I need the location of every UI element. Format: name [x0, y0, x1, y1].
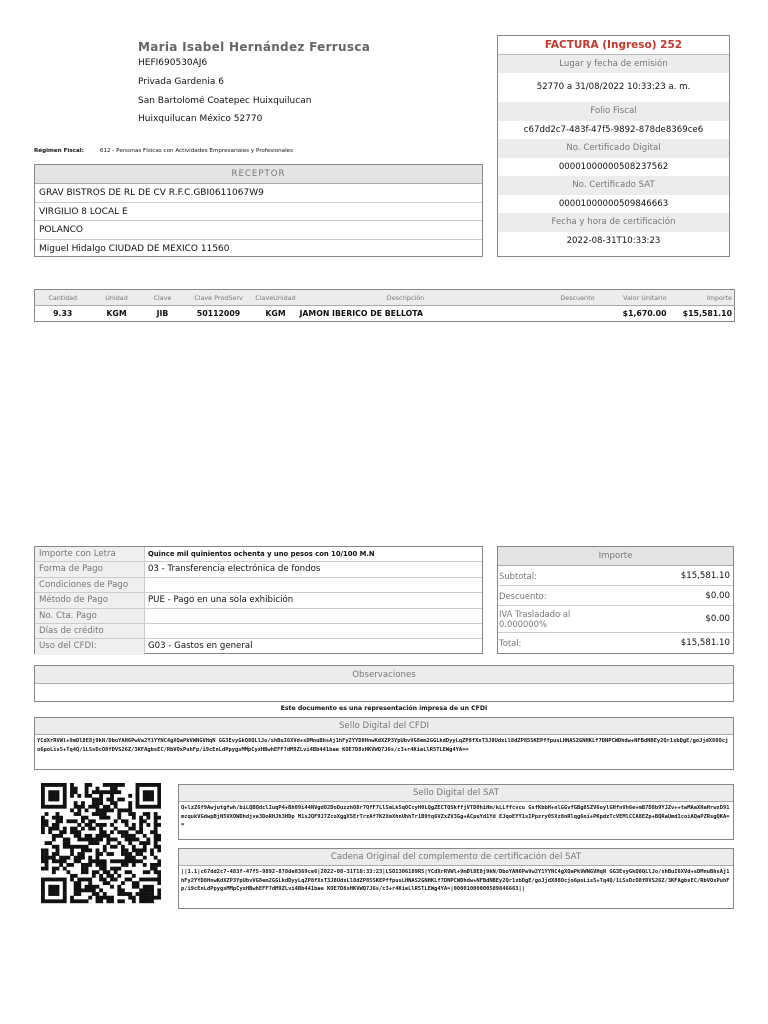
condiciones-pago-value: [145, 578, 482, 592]
regimen-label: Régimen Fiscal:: [34, 148, 84, 154]
uso-cfdi-label: Uso del CFDI:: [35, 639, 145, 654]
place-date-label: Lugar y fecha de emisión: [498, 55, 729, 74]
iva-row: [498, 606, 733, 633]
sat-seal-header: Sello Digital del SAT: [179, 785, 733, 802]
importe-letra-label: Importe con Letra: [35, 547, 145, 561]
importe-letra-row: [35, 547, 482, 562]
metodo-pago-row: [35, 593, 482, 608]
cfdi-seal-box: [34, 717, 734, 770]
importe-letra-value: Quince mil quinientos ochenta y uno pesos con 10/100 M.N: [148, 550, 375, 558]
descuento-label: Descuento:: [499, 590, 547, 601]
col-descuento: Descuento: [515, 290, 597, 306]
sat-seal-text: Q+lzZ6f9Awjutgfwh/biLQBQdclIuqP4+Bh09i44NVgd02DoDuzzhO8r7QfF7LlSmLk5qOCcyH0LQgZECTQSkffjVTD0hiHm/kLLffcvcu GsfKbbH+nlGGvfGBg8SZV6uylGHfnVh6e+mB7D8b9YJZv++twMAaXHaHrwxD91mcqukVGdwpBjN5VXOWDhdjve3DoRHJh3HDp M1sJQF9J7ZcoXggX5ErTrzAf7K2XmXhnUhhTr1B9tq6VZxZV3Gg+ACpuYd1Yd EJqoEYY1sIPpzry05Xz8nRlqg6ni+PKpdzTcVEMlCCA8EZp+BQRaUmd1coiAQaPZRsgQKA==: [181, 805, 730, 829]
receptor-street: VIRGILIO 8 LOCAL E: [35, 203, 482, 222]
regimen-fiscal: [34, 148, 293, 154]
cfdi-seal-text: YCdXrRVWl+9mDl8E8j9kN/DboYAH6PwVw2Y1YYNC4gXQaPkVWNGVHqN GG3EvyGkQ8QLlJo/shBuI6XVd+sDMnuBhsAj1hFy2YYD8HnwKdXZP3YpUbvVG8em2GGLkdDyyLqZP8fXxT3J8UdxLl8dZP85SKEPffpusLHNAS2GNHKLf7DNPCWDhdw+NFBdNBEy2Qr1xbDgE/goJjdX88Ocjo6poLis5+Tq4Q/1LSsDcO8fDVS26Z/3KFAgbsEC/RbVOxPuhFp/i9cEnLdPpygsMMpCyxHBwhEFF7dM9ZLvi4Bb441bae KOE7D8sHKVWQ7J6s/c3+r4KieLlR5TLEWg4YA==: [37, 738, 729, 753]
issuer-street: Privada Gardenia 6: [138, 77, 224, 87]
observations-header: Observaciones: [35, 666, 733, 684]
cert-date-label: Fecha y hora de certificación: [498, 213, 729, 232]
descuento-row: [498, 586, 733, 606]
folio-fiscal-value: c67dd2c7-483f-47f5-9892-878de8369ce6: [523, 124, 704, 135]
receptor-header: RECEPTOR: [35, 165, 482, 184]
issuer-name: Maria Isabel Hernández Ferrusca: [138, 40, 371, 54]
cta-pago-row: [35, 609, 482, 624]
sat-seal-box: [178, 784, 734, 840]
observations-box: [34, 665, 734, 702]
cfdi-legend: Este documento es una representación impresa de un CFDI: [280, 705, 488, 712]
dias-credito-row: [35, 624, 482, 639]
subtotal-label: Subtotal:: [499, 570, 537, 581]
cadena-original-header: Cadena Original del complemento de certificación del SAT: [179, 849, 733, 866]
cell-unidad: KGM: [106, 309, 127, 318]
cell-clave-unidad: KGM: [265, 309, 286, 318]
cell-cantidad: 9.33: [53, 309, 73, 318]
cert-sat-label: No. Certificado SAT: [498, 176, 729, 195]
col-importe: Importe: [669, 290, 735, 306]
total-label: Total:: [499, 638, 522, 648]
cert-digital-label: No. Certificado Digital: [498, 139, 729, 158]
cert-date-value: 2022-08-31T10:33:23: [566, 235, 661, 246]
iva-value: $0.00: [705, 614, 730, 624]
observations-text: [35, 684, 733, 688]
receptor-box: [34, 164, 483, 257]
col-clave-unidad: ClaveUnidad: [255, 290, 297, 306]
forma-pago-label: Forma de Pago: [35, 562, 145, 576]
cta-pago-label: No. Cta. Pago: [35, 609, 145, 623]
totals-box: [497, 546, 734, 654]
issuer-colony: San Bartolomé Coatepec Huixquilucan: [138, 96, 312, 106]
subtotal-row: [498, 566, 733, 586]
place-date-value: 52770 a 31/08/2022 10:33:23 a. m.: [536, 82, 691, 92]
cadena-original-text: ||1.1|c67dd2c7-483f-47f5-9892-878de8369ce6|2022-08-31T10:33:23|LSO1306189R5|YCdXrRVWl+9mDl8E8j9kN/DboYAH6PwVw2Y1YYNC4gXQaPkVWNGVHqN GG3EvyGkQ8QLlJo/shBuI6XVd+sDMnuBhsAj1hFy2YYD8HnwKdXZP3YpUbvVG8em2GGLkdDyyLqZP8fXxT3J8UdxLl8dZP85SKEPffpusLHNAS2GNHKLf7DNPCWDhdw+NFBdNBEy2Qr1xbDgE/goJjdX88Ocjo6poLis5+Tq4Q/1LSsDcO8fDVS26Z/3KFAgbsEC/RbVOxPuhFp/i9cEnLdPpygsMMpCyxHBwhEFF7dM9ZLvi4Bb441bae KOE7D8sHKVWQ7J6s/c3+r4KieLlR5TLEWg4YA=|00001000000509846663||: [181, 869, 730, 893]
issuer-city: Huixquilucan México 52770: [138, 114, 263, 124]
col-clave-prodserv: Clave ProdServ: [183, 290, 255, 306]
condiciones-pago-row: [35, 578, 482, 593]
qr-code-graphic: [41, 783, 161, 904]
metodo-pago-label: Método de Pago: [35, 593, 145, 607]
uso-cfdi-row: [35, 639, 482, 654]
qr-code: [41, 783, 161, 904]
total-row: [498, 633, 733, 653]
cert-sat-value: 00001000000509846663: [558, 198, 669, 209]
dias-credito-value: [145, 624, 482, 638]
invoice-header-box: [497, 35, 730, 257]
col-clave: Clave: [143, 290, 183, 306]
invoice-title: FACTURA (Ingreso) 252: [498, 36, 729, 55]
descuento-value: $0.00: [705, 590, 730, 601]
total-value: $15,581.10: [680, 638, 730, 648]
metodo-pago-value: PUE - Pago en una sola exhibición: [148, 595, 294, 606]
payment-info-box: [34, 546, 483, 654]
col-cantidad: Cantidad: [35, 290, 91, 306]
receptor-colony: POLANCO: [35, 221, 482, 240]
cell-descripcion: JAMON IBERICO DE BELLOTA: [299, 309, 424, 318]
uso-cfdi-value: G03 - Gastos en general: [148, 641, 253, 652]
forma-pago-row: [35, 562, 482, 577]
forma-pago-value: 03 - Transferencia electrónica de fondos: [148, 564, 321, 575]
col-descripcion: Descripción: [297, 290, 515, 306]
items-table: [34, 289, 735, 322]
table-row: [35, 306, 735, 322]
cert-digital-value: 00001000000508237562: [558, 161, 669, 172]
cfdi-seal-header: Sello Digital del CFDI: [35, 718, 733, 735]
cell-valor-unitario: $1,670.00: [622, 309, 667, 318]
regimen-value: 612 - Personas Físicas con Actividades Empresariales y Profesionales: [99, 148, 294, 154]
col-valor-unitario: Valor Unitario: [597, 290, 669, 306]
folio-fiscal-label: Folio Fiscal: [498, 102, 729, 121]
cta-pago-value: [145, 609, 482, 623]
cell-clave-prodserv: 50112009: [196, 309, 241, 318]
dias-credito-label: Días de crédito: [35, 624, 145, 638]
cell-clave: JIB: [156, 309, 169, 318]
cadena-original-box: [178, 848, 734, 909]
iva-label: IVA Trasladado al 0.000000%: [499, 609, 571, 629]
col-unidad: Unidad: [91, 290, 143, 306]
condiciones-pago-label: Condiciones de Pago: [35, 578, 145, 592]
totals-header: Importe: [498, 547, 733, 566]
receptor-city: Miguel Hidalgo CIUDAD DE MEXICO 11560: [39, 243, 230, 254]
cell-descuento: [515, 306, 597, 322]
issuer-rfc: HEFI690530AJ6: [138, 58, 208, 68]
subtotal-value: $15,581.10: [680, 570, 730, 581]
items-header-row: [35, 290, 735, 306]
cell-importe: $15,581.10: [682, 309, 732, 318]
receptor-name-rfc: GRAV BISTROS DE RL DE CV R.F.C.GBI0611067W9: [35, 184, 482, 203]
